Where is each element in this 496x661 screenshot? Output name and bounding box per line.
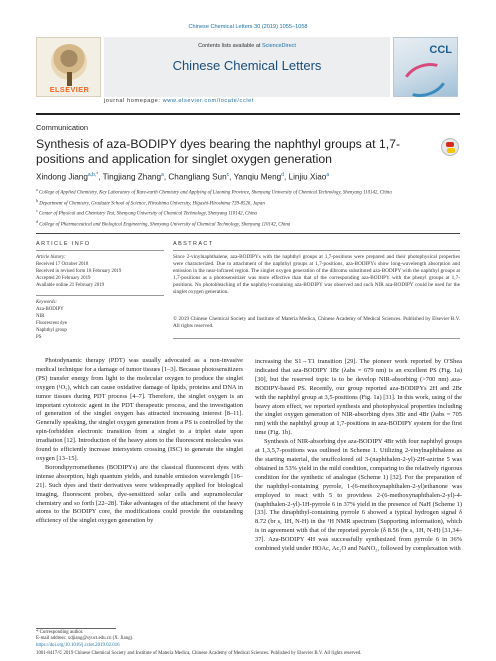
history-date: Received 17 October 2018: [36, 262, 89, 267]
author-list: Xindong Jiang$^{a,b,*}$, Tingjiang Zhang$^a$, Changliang Sun$^c$, Yanqiu Meng$^d$, Linjiu Xiao$^a$: [36, 172, 330, 182]
sciencedirect-link[interactable]: ScienceDirect: [261, 43, 296, 49]
abstract-copyright: © 2019 Chinese Chemical Society and Institute of Materia Medica, Chinese Academy of Medical Sciences. Published by Elsevier B.V. All rights reserved.: [173, 316, 460, 330]
body-paragraph: increasing the S1→T1 transition [29]. The pioneer work reported by O'Shea indicated that aza-BODIPY 1Br (λabs = 679 nm) is an excellent PS (Fig. 1a) [30], but the reserved topic is to be develop NIR-absorbing (>700 nm) aza-BODIPY-based PS. Recently, our group reported aza-BODIPYs 2H and 2Br with the naphthyl group at 3,5-positions (Fig. 1a) [31]. In this work, using of the heavy atom effect, we reported synthesis and photophysical properties including the singlet oxygen generation of NIR-absorbing dyes 3Br and 4Br (λabs = 705 nm) with the naphthyl group at 1,7-positions in aza-BODIPY system for the first time (Fig. 1b).: [255, 358, 462, 437]
doi-link[interactable]: https://doi.org/10.1016/j.cclet.2019.02.016: [36, 643, 120, 648]
affiliation-item: $^a$ College of Applied Chemistry, Key Laboratory of Rare-earth Chemistry and Applying of Liaoning Province, Shenyang University of Chemical Technology, Shenyang 110142, China: [36, 187, 392, 196]
history-date: Accepted 20 February 2019: [36, 276, 91, 281]
keyword[interactable]: Naphthyl group: [36, 328, 67, 333]
history-date: Available online 21 February 2019: [36, 283, 105, 288]
affiliation-item: $^c$ Center of Physical and Chemistry Test, Shenyang University of Chemical Technology, Shenyang 110142, China: [36, 208, 257, 218]
journal-banner: [104, 37, 390, 97]
divider: [173, 338, 460, 339]
issn-copyright-line: 1001-8417/© 2019 Chinese Chemical Society and Institute of Materia Medica, Chinese Academy of Medical Sciences. Published by Elsevier B.V. All rights reserved.: [36, 651, 362, 656]
keyword[interactable]: Aza-BODIPY: [36, 307, 64, 312]
divider: [36, 233, 460, 234]
elsevier-wordmark: ELSEVIER: [49, 85, 90, 94]
abstract-text: Since 2-vinylnaphthalene, aza-BODIPYs with the naphthyl groups at 1,7-positions were prepared and their photophysical properties were characterized. Due to attachment of the naphthyl groups at 1,7-positions, aza-BODIPYs show long-wavelength absorption and emission in the near-infrared region. The singlet oxygen generation of the dibromo substituted aza-BODIPY with the naphthyl groups at 1,7-positions as a photosensitizer was more effective than that of the corresponding aza-BODIPY with the phenyl groups at 1,7-positions. No photobleaching of the naphthyl-containing aza-BODIPY was observed and such NIR aza-BODIPY could be used for the singlet oxygen generation.: [173, 254, 460, 296]
keyword[interactable]: PS: [36, 335, 42, 340]
article-history: [36, 254, 164, 289]
contents-line: Contents lists available at ScienceDirect: [198, 43, 296, 49]
article-type: Communication: [36, 123, 89, 132]
divider: [36, 113, 460, 115]
body-column-left: [36, 357, 243, 526]
abstract-heading: ABSTRACT: [173, 241, 214, 247]
keywords: [36, 299, 164, 341]
keyword[interactable]: NIR: [36, 314, 45, 319]
cover-title: CCL: [429, 44, 452, 56]
divider: [36, 250, 164, 251]
divider: [36, 295, 164, 296]
body-paragraph: Photodynamic therapy (PDT) was usually advocated as a non-invasive medical technique for a damage of tumor tissues [1–3]. Because photosensitizers (PS) transfer energy from light to the molecular oxygen to produce the singlet oxygen (¹O₂), which can cause oxidative damage of lipids, proteins and DNA in tumor tissues during PDT process [4–7]. Therefore, the singlet oxygen is an important cytotoxic agent in the PDT therapeutic process, and the investigation of generation of the singlet oxygen has attracted increasing interest [8–11]. Generally speaking, the singlet oxygen generation from a PS is controlled by the spin-forbidden electronic transition from a singlet to a triplet state upon irradiation [12]. Introduction of the heavy atom to the fluorescent molecules was found to efficiently increase intersystem crossing (ISC) to generate the singlet oxygen [13–15].: [36, 357, 243, 462]
cover-swirl-icon: [398, 57, 452, 103]
keywords-label: Keywords:: [36, 300, 58, 305]
author-affiliation-marker[interactable]: a,b,*: [87, 172, 99, 178]
journal-reference[interactable]: Chinese Chemical Letters 30 (2019) 1055–1058: [188, 24, 308, 30]
divider: [173, 250, 460, 251]
journal-header: [36, 35, 460, 110]
author-name[interactable]: Yanqiu Meng: [233, 172, 282, 182]
history-date: Received in revised form 18 February 2019: [36, 269, 122, 274]
crossmark-icon[interactable]: [441, 138, 459, 156]
corresponding-author-note: * Corresponding author.: [36, 630, 84, 635]
journal-cover-thumbnail[interactable]: [393, 37, 458, 97]
author-affiliation-marker[interactable]: c: [226, 172, 230, 178]
author-name[interactable]: Tingjiang Zhang: [102, 172, 162, 182]
author-affiliation-marker[interactable]: d: [281, 172, 284, 178]
footnotes: [36, 630, 246, 643]
paper-title: Synthesis of aza-BODIPY dyes bearing the naphthyl groups at 1,7-positions and application for singlet oxygen generation: [36, 137, 401, 166]
journal-title: Chinese Chemical Letters: [172, 58, 322, 73]
footnote-divider: [36, 628, 116, 629]
author-name[interactable]: Linjiu Xiao: [288, 172, 327, 182]
body-column-right: [255, 358, 462, 554]
keyword[interactable]: Fluorescent dye: [36, 321, 68, 326]
body-paragraph: Borondipyrromethenes (BODIPYs) are the classical fluorescent dyes with intense absorption, high quantum yields, and tunable emission wavelength [16–21]. Such dyes and their derivatives were widespreadly applied for biological imaging, fluorescent probes, dye-sensitized solar cells and supramolecular chemistry and so forth [22–28]. Take advantages of the attachment of the heavy atoms to the BODIPY core, the modifications could provide the outstanding efficiency of the singlet oxygen generation by: [36, 463, 243, 525]
author-affiliation-marker[interactable]: a: [326, 172, 330, 178]
homepage-link[interactable]: www.elsevier.com/locate/cclet: [162, 98, 255, 104]
history-label: Article history:: [36, 255, 66, 260]
homepage-line: journal homepage: www.elsevier.com/locate/cclet: [103, 98, 255, 104]
affiliations: [36, 186, 460, 229]
affiliation-item: $^d$ College of Pharmaceutical and Biological Engineering, Shenyang University of Chemical Technology, Shenyang 110142, China: [36, 219, 291, 228]
affiliation-item: $^b$ Department of Chemistry, Graduate School of Science, Hiroshima University, Higashi-Hiroshima 739-8526, Japan: [36, 197, 265, 207]
article-info-heading: ARTICLE INFO: [36, 241, 91, 247]
body-paragraph: Synthesis of NIR-absorbing dye aza-BODIPY 4Br with four naphthyl groups at 1,3,5,7-positions was outlined in Scheme 1. Utilizing 2-vinylnaphthalene as the starting material, the snuffcolored oil 3-(naphthalen-2-yl)-2H-azirine 5 was obtained in 53% yield in the mild condition, comparing to the relatively rigorous condition for the synthetic of analogue (Scheme 1) [32]. For the preparation of the naphthyl-containing pyrrole, 1-(6-methoxynaphthalen-2-yl)ethanone was employed to react with 5 to providess 2-(6-methoxynaphthalen-2-yl)-4-(naphthalen-2-yl)-1H-pyrrole 6 in 37% yield in the presence of NaH (Scheme 1) [33]. The dinaphthyl-containing pyrrole 6 showed a typical hydrogen signal δ 8.72 (br s, 1H, N-H) in the ¹H NMR spectrum (Supporting information), which is in agreement with that of the reported pyrrole (δ 8.56 (br s, 1H, N-H) [31,34–37]. Aza-BODIPY 4H was successfully synthesized from pyrrole 6 in 36% combined yield under HOAc, Ac₂O and NaNO₂, followed by complexation with: [255, 438, 462, 553]
author-name[interactable]: Changliang Sun: [168, 172, 227, 182]
email-note[interactable]: E-mail address: xdjiang@syuct.edu.cn (X. Jiang).: [36, 636, 134, 642]
elsevier-logo[interactable]: [36, 37, 101, 97]
author-name[interactable]: Xindong Jiang: [36, 172, 88, 182]
author-affiliation-marker[interactable]: a: [161, 172, 164, 178]
